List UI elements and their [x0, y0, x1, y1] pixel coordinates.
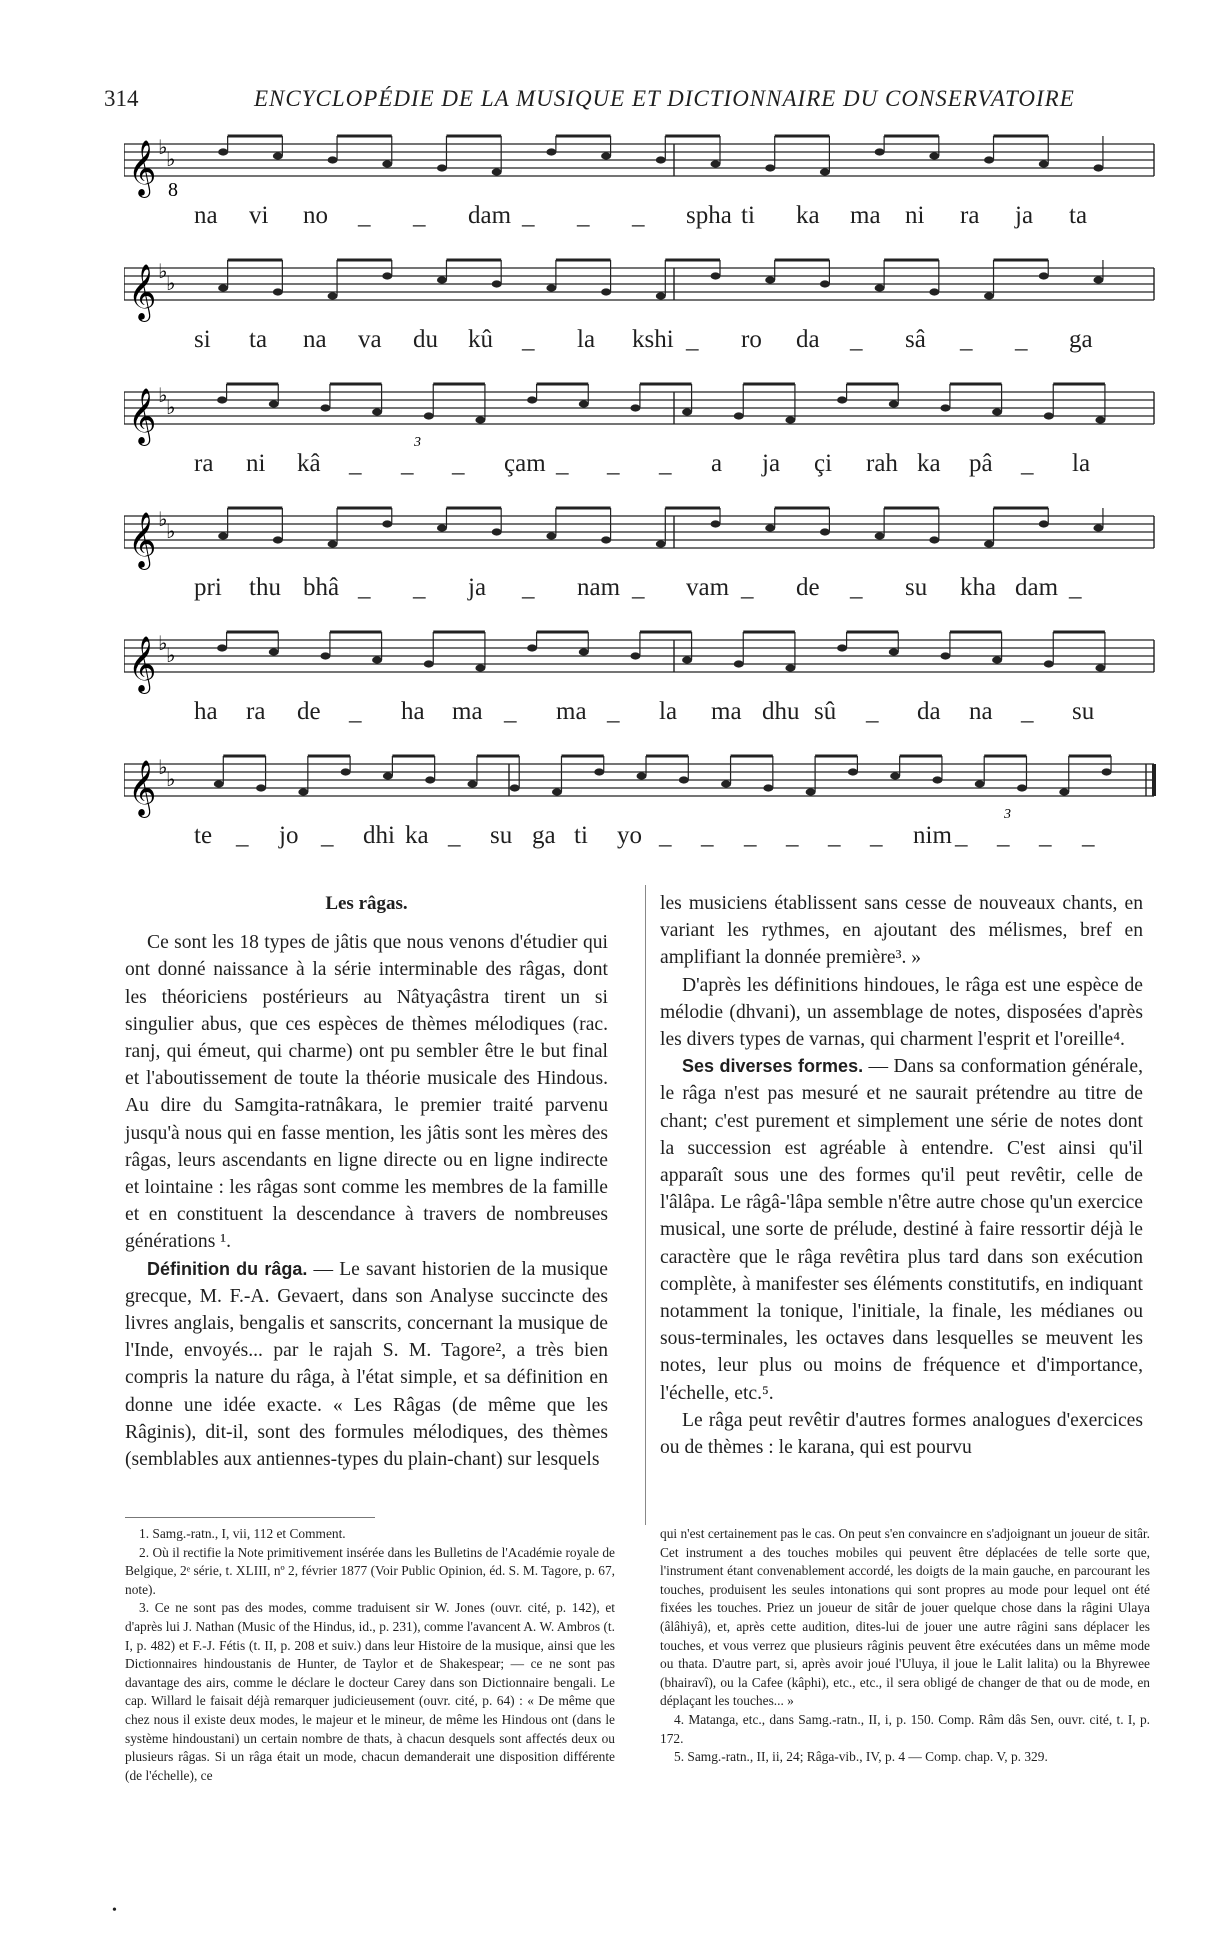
lyric-syllable: _	[850, 574, 863, 601]
lyrics-line	[194, 698, 1154, 728]
lyric-syllable: ra	[246, 698, 266, 725]
note-head	[656, 292, 666, 299]
lyric-syllable: _	[358, 574, 371, 601]
staff-system	[124, 502, 1164, 624]
lyric-syllable: bhâ	[303, 574, 340, 601]
lyric-syllable: ma	[850, 202, 881, 229]
lyric-syllable: su	[905, 574, 928, 601]
lyric-syllable: ka	[917, 450, 941, 477]
lyric-syllable: ta	[249, 326, 268, 353]
lyric-syllable: nam	[577, 574, 621, 601]
lyric-syllable: _	[850, 326, 863, 353]
lyric-syllable: _	[1021, 450, 1034, 477]
note-head	[546, 148, 556, 155]
lyric-syllable: kû	[468, 326, 493, 353]
lyric-syllable: _	[522, 326, 535, 353]
lyric-syllable: dhi	[363, 822, 395, 849]
treble-clef: 𝄞	[128, 140, 157, 196]
lyric-syllable: _	[1039, 822, 1052, 849]
note-head	[992, 408, 1002, 415]
note-head	[424, 412, 434, 419]
note-head	[890, 772, 900, 779]
lyric-syllable: _	[659, 822, 672, 849]
note-head	[875, 532, 885, 539]
footnote-5: 5. Samg.-ratn., II, ii, 24; Râga-vib., IV, p. 4 — Comp. chap. V, p. 329.	[674, 1749, 1048, 1765]
page-header	[104, 86, 1164, 114]
footnote-2: 2. Où il rectifie la Note primitivement insérée dans les Bulletins de l'Académie royale de Belgique, 2ᵉ série, t. XLIII, nº 2, février 1877 (Voir Public Opinion, éd. S. M. Tagore, p. 67, note).	[125, 1544, 615, 1597]
note-head	[630, 404, 640, 411]
footnote-rule	[125, 1517, 375, 1518]
lyric-syllable: ni	[905, 202, 925, 229]
note-head	[546, 284, 556, 291]
lyric-syllable: _	[448, 822, 461, 849]
note-head	[328, 156, 338, 163]
note-head	[467, 780, 477, 787]
flat-sign: ♭	[158, 755, 168, 779]
lyrics-line	[194, 326, 1154, 356]
lyric-syllable: dam	[468, 202, 512, 229]
lyrics-line	[194, 450, 1154, 480]
note-head	[1059, 788, 1069, 795]
lyric-syllable: _	[1021, 698, 1034, 725]
note-head	[510, 784, 520, 791]
note-head	[984, 292, 994, 299]
lyric-syllable: nim	[913, 822, 952, 849]
note-head	[552, 788, 562, 795]
note-head	[682, 656, 692, 663]
lyric-syllable: _	[358, 202, 371, 229]
paragraph: D'après les définitions hindoues, le râga est une espèce de mélodie (dhvani), un assemblage de notes, disposées d'après les divers types de varnas, qui charment l'esprit et l'oreille⁴.	[660, 974, 1143, 1051]
treble-clef: 𝄞	[128, 264, 157, 320]
lyric-syllable: ma	[452, 698, 483, 725]
lyric-syllable: ka	[796, 202, 820, 229]
lyric-syllable: va	[358, 326, 382, 353]
lyric-syllable: de	[297, 698, 321, 725]
note-head	[1017, 784, 1027, 791]
lyric-syllable: _	[686, 326, 699, 353]
note-head	[527, 396, 537, 403]
lyrics-line	[194, 574, 1154, 604]
lyric-syllable: sâ	[905, 326, 926, 353]
note-head	[848, 768, 858, 775]
staff	[124, 750, 1164, 820]
lyric-syllable: la	[1072, 450, 1091, 477]
lyric-syllable: _	[349, 450, 362, 477]
lyric-syllable: da	[796, 326, 820, 353]
note-head	[1095, 416, 1105, 423]
note-head	[218, 532, 228, 539]
note-head	[711, 272, 721, 279]
lyric-syllable: ro	[741, 326, 762, 353]
lyric-syllable: su	[1072, 698, 1095, 725]
note-head	[763, 784, 773, 791]
lyric-syllable: la	[659, 698, 678, 725]
note-head	[889, 648, 899, 655]
lyric-syllable: _	[632, 574, 645, 601]
note-head	[734, 660, 744, 667]
staff-system	[124, 254, 1164, 376]
note-head	[424, 660, 434, 667]
note-head	[341, 768, 351, 775]
note-head	[527, 644, 537, 651]
flat-sign: ♭	[158, 631, 168, 655]
lyric-syllable: _	[870, 822, 883, 849]
paragraph-text: — Le savant historien de la musique grecque, M. F.-A. Gevaert, dans son Analyse succincte des livres anglais, bengalis et sanscrits, concernant la musique de l'Inde, envoyés... par le rajah S. M. Tagore², a très bien compris la nature du râga, à l'état simple, et sa définition en donne une idée exacte. « Les Râgas (de même que les Râginis), dit-il, sont des formules mélodiques, des thèmes (semblables aux antiennes-types du plain-chant) sur lesquels	[125, 1258, 608, 1471]
note-head	[372, 656, 382, 663]
note-head	[637, 772, 647, 779]
note-head	[940, 404, 950, 411]
note-head	[320, 404, 330, 411]
lyric-syllable: rah	[866, 450, 898, 477]
lyric-syllable: na	[303, 326, 327, 353]
lyric-syllable: _	[659, 450, 672, 477]
lyric-syllable: ta	[1069, 202, 1088, 229]
note-head	[579, 648, 589, 655]
running-title: ENCYCLOPÉDIE DE LA MUSIQUE ET DICTIONNAIRE DU CONSERVATOIRE	[254, 86, 1075, 111]
section-title: Les râgas.	[325, 893, 408, 914]
lyrics-line	[194, 822, 1154, 852]
lyric-syllable: çam	[504, 450, 546, 477]
flat-sign: ♭	[166, 147, 176, 171]
note-head	[929, 536, 939, 543]
lyric-syllable: ja	[468, 574, 487, 601]
lyric-syllable: _	[955, 822, 968, 849]
lyric-syllable: _	[577, 202, 590, 229]
lyric-syllable: ra	[194, 450, 214, 477]
flat-sign: ♭	[166, 767, 176, 791]
flat-sign: ♭	[158, 135, 168, 159]
note-head	[734, 412, 744, 419]
lyric-syllable: te	[194, 822, 213, 849]
note-head	[1044, 412, 1054, 419]
paragraph: Ce sont les 18 types de jâtis que nous venons d'étudier qui ont donné naissance à la série interminable des râgas, dont les théoriciens postérieurs au Nâtyaçâstra tirent un si singulier abus, que ces espèces de thèmes mélodiques (rac. ranj, qui émeut, qui charme) ont pu sembler être le but final et l'aboutissement de toute la théorie musicale des Hindous. Au dire du Samgita-ratnâkara, le premier traité parvenu jusqu'à nous qui en fasse mention, les jâtis sont les mères des râgas, leurs ascendants en ligne directe ou en ligne indirecte et lointaine : les râgas sont comme les membres de la famille et en constituent la descendance à travers de nombreuses générations ¹.	[125, 932, 608, 1253]
lyric-syllable: _	[607, 450, 620, 477]
paragraph	[660, 1053, 1143, 1407]
lyric-syllable: vam	[686, 574, 730, 601]
staff	[124, 130, 1164, 200]
note-head	[492, 168, 502, 175]
note-head	[1102, 768, 1112, 775]
note-head	[273, 152, 283, 159]
note-head	[601, 152, 611, 159]
note-head	[217, 396, 227, 403]
note-head	[475, 664, 485, 671]
music-score	[124, 130, 1164, 870]
note-head	[630, 652, 640, 659]
note-head	[875, 284, 885, 291]
note-head	[579, 400, 589, 407]
lyric-syllable: ja	[1015, 202, 1034, 229]
note-head	[372, 408, 382, 415]
lyric-syllable: kâ	[297, 450, 321, 477]
lyric-syllable: _	[960, 326, 973, 353]
note-head	[984, 540, 994, 547]
note-head	[320, 652, 330, 659]
octave-mark: 8	[168, 179, 178, 200]
paragraph-lead: Définition du râga.	[147, 1258, 308, 1279]
flat-sign: ♭	[158, 259, 168, 283]
note-head	[656, 540, 666, 547]
flat-sign: ♭	[166, 395, 176, 419]
note-head	[546, 532, 556, 539]
lyric-syllable: sû	[814, 698, 837, 725]
lyric-syllable: jo	[279, 822, 299, 849]
lyric-syllable: ga	[532, 822, 556, 849]
note-head	[1039, 160, 1049, 167]
lyric-syllable: kha	[960, 574, 997, 601]
note-head	[601, 288, 611, 295]
lyric-syllable: no	[303, 202, 328, 229]
lyric-syllable: _	[504, 698, 517, 725]
lyric-syllable: _	[607, 698, 620, 725]
note-head	[273, 536, 283, 543]
note-head	[383, 772, 393, 779]
note-head	[492, 528, 502, 535]
lyric-syllable: si	[194, 326, 211, 353]
note-head	[765, 276, 775, 283]
lyric-syllable: ha	[401, 698, 425, 725]
note-head	[765, 524, 775, 531]
lyric-syllable: du	[413, 326, 438, 353]
triplet-mark: 3	[414, 435, 421, 448]
footnote-3: 3. Ce ne sont pas des modes, comme traduisent sir W. Jones (ouvr. cité, p. 142), et d'après lui J. Nathan (Music of the Hindus, id., p. 231), comme l'avancent A. W. Ambros (t. I, p. 482) et F.-J. Fétis (t. II, p. 208 et suiv.) dans leur Histoire de la musique, ainsi que les Dictionnaires hindoustanis de Hunter, de Taylor et de Shakespear; — ce ne sont pas davantage des airs, comme le déclare le docteur Carey dans son Dictionnaire bengali. Le cap. Willard le faisait déjà remarquer judicieusement (ouvr. cité, p. 64) : « De même que chez nous il existe deux modes, le majeur et le mineur, de même les Hindous ont (dans le système hindoustani) un certain nombre de thats, à chacun desquels sont affectés deux ou plusieurs râgas. Si un râga était un mode, chacun demanderait une disposition différente (de l'échelle), ce	[125, 1600, 615, 1783]
lyric-syllable: _	[701, 822, 714, 849]
note-head	[382, 272, 392, 279]
left-column	[125, 890, 608, 1473]
lyric-syllable: yo	[617, 822, 642, 849]
lyric-syllable: na	[969, 698, 993, 725]
lyric-syllable: _	[744, 822, 757, 849]
lyric-syllable: _	[866, 698, 879, 725]
lyric-syllable: su	[490, 822, 513, 849]
lyric-syllable: pâ	[969, 450, 993, 477]
lyric-syllable: ti	[574, 822, 588, 849]
lyric-syllable: çi	[814, 450, 833, 477]
note-head	[679, 776, 689, 783]
lyric-syllable: ha	[194, 698, 218, 725]
treble-clef: 𝄞	[128, 636, 157, 692]
lyric-syllable: dhu	[762, 698, 800, 725]
lyric-syllable: ma	[711, 698, 742, 725]
column-divider	[645, 885, 646, 1525]
note-head	[256, 784, 266, 791]
lyric-syllable: thu	[249, 574, 281, 601]
lyric-syllable: _	[1015, 326, 1028, 353]
note-head	[214, 780, 224, 787]
note-head	[711, 160, 721, 167]
note-head	[1044, 660, 1054, 667]
lyric-syllable: ti	[741, 202, 755, 229]
lyric-syllable: _	[1069, 574, 1082, 601]
note-head	[975, 780, 985, 787]
lyric-syllable: _	[452, 450, 465, 477]
paragraph: Le râga peut revêtir d'autres formes analogues d'exercices ou de thèmes : le karana, qui est pourvu	[660, 1409, 1143, 1459]
note-head	[765, 164, 775, 171]
note-head	[298, 788, 308, 795]
lyric-syllable: _	[1082, 822, 1095, 849]
note-head	[425, 776, 435, 783]
note-head	[984, 156, 994, 163]
note-head	[711, 520, 721, 527]
lyric-syllable: ja	[762, 450, 781, 477]
note-head	[437, 164, 447, 171]
lyric-syllable: _	[413, 202, 426, 229]
right-column	[660, 890, 1143, 1461]
footnotes-left	[125, 1525, 615, 1785]
footnote-3-continued: qui n'est certainement pas le cas. On peut s'en convaincre en s'adjoignant un joueur de sitâr. Cet instrument a des touches mobiles qui peuvent être déplacées de telle sorte que, l'instrument étant convenablement accordé, les doigts de la main gauche, en parcourant les touches, produisent les seules intonations qui sont propres au mode pour lequel ont été fixées les touches. Priez un joueur de sitâr de jouer quelque chose dans la râgini Ulaya (âlâhiyâ), et, après cette audition, dites-lui de jouer une autre râgini sans déplacer les touches, et vous verrez que plusieurs râginis peuvent être exécutées dans un même mode ou thata. D'autre part, si, après avoir joué l'Uluya, il joue le Lalit lalita) ou la Bhyrewee (bhairavî), ou la Cafee (kâphi), etc., etc., il sera obligé de changer de that ou de mode, en déplaçant les touches... »	[660, 1526, 1150, 1709]
note-head	[601, 536, 611, 543]
lyric-syllable: _	[321, 822, 334, 849]
note-head	[889, 400, 899, 407]
lyric-syllable: _	[632, 202, 645, 229]
lyric-syllable: pri	[194, 574, 222, 601]
note-head	[837, 396, 847, 403]
note-head	[785, 416, 795, 423]
note-head	[656, 156, 666, 163]
footnote-1: 1. Samg.-ratn., I, vii, 112 et Comment.	[139, 1526, 346, 1541]
note-head	[1095, 664, 1105, 671]
lyric-syllable: _	[556, 450, 569, 477]
paragraph-text: — Dans sa conformation générale, le râga n'est pas mesuré et ne saurait prétendre au titre de chant; c'est purement et simplement une série de notes dont la succession est agréable à entendre. C'est ainsi qu'il apparaît sous une des formes qu'il peut revêtir, celle de l'âlâpa. Le râgâ-'lâpa semble n'être autre chose qu'un exercice musical, une sorte de prélude, destiné à faire ressortir déjà le caractère que le râga revêtira plus tard dans son exécution complète, à manifester ses éléments constitutifs, en indiquant notamment la tonique, l'initiale, la finale, les médianes ou sous-terminales, les octaves dans lesquelles se meuvent les notes, leur plus ou moins de fréquence et d'importance, l'échelle, etc.⁵.	[660, 1056, 1144, 1404]
paragraph-lead: Ses diverses formes.	[682, 1056, 864, 1077]
staff	[124, 502, 1164, 572]
note-head	[1093, 524, 1103, 531]
lyric-syllable: _	[786, 822, 799, 849]
note-head	[929, 152, 939, 159]
note-head	[218, 148, 228, 155]
lyric-syllable: ma	[556, 698, 587, 725]
page-number: 314	[104, 86, 139, 111]
note-head	[820, 280, 830, 287]
lyric-syllable: _	[997, 822, 1010, 849]
lyric-syllable: ni	[246, 450, 266, 477]
staff	[124, 626, 1164, 696]
flat-sign: ♭	[158, 507, 168, 531]
lyric-syllable: _	[828, 822, 841, 849]
treble-clef: 𝄞	[128, 388, 157, 444]
note-head	[328, 540, 338, 547]
lyric-syllable: ka	[405, 822, 429, 849]
note-head	[382, 520, 392, 527]
note-head	[785, 664, 795, 671]
lyric-syllable: _	[401, 450, 414, 477]
flat-sign: ♭	[166, 643, 176, 667]
treble-clef: 𝄞	[128, 512, 157, 568]
note-head	[269, 400, 279, 407]
lyric-syllable: _	[349, 698, 362, 725]
lyric-syllable: spha	[686, 202, 732, 229]
lyric-syllable: de	[796, 574, 820, 601]
treble-clef: 𝄞	[128, 760, 157, 816]
note-head	[437, 276, 447, 283]
note-head	[929, 288, 939, 295]
note-head	[218, 284, 228, 291]
lyric-syllable: _	[236, 822, 249, 849]
note-head	[1039, 272, 1049, 279]
lyric-syllable: dam	[1015, 574, 1059, 601]
footnote-4: 4. Matanga, etc., dans Samg.-ratn., II, i, p. 150. Comp. Râm dâs Sen, ouvr. cité, t. I, p. 172.	[660, 1711, 1150, 1746]
lyric-syllable: ga	[1069, 326, 1093, 353]
note-head	[382, 160, 392, 167]
note-head	[820, 168, 830, 175]
note-head	[806, 788, 816, 795]
note-head	[932, 776, 942, 783]
staff	[124, 254, 1164, 324]
note-head	[820, 528, 830, 535]
note-head	[1093, 276, 1103, 283]
margin-mark: •	[112, 1903, 117, 1918]
note-head	[217, 644, 227, 651]
lyric-syllable: na	[194, 202, 218, 229]
note-head	[992, 656, 1002, 663]
note-head	[721, 780, 731, 787]
flat-sign: ♭	[166, 519, 176, 543]
staff-system	[124, 626, 1164, 748]
paragraph	[125, 1256, 608, 1474]
lyrics-line	[194, 202, 1154, 232]
staff-system	[124, 750, 1164, 872]
staff-system	[124, 378, 1164, 500]
lyric-syllable: _	[522, 574, 535, 601]
staff-system	[124, 130, 1164, 252]
note-head	[269, 648, 279, 655]
note-head	[273, 288, 283, 295]
paragraph: les musiciens établissent sans cesse de nouveaux chants, en variant les rythmes, en ajoutant des mélismes, bref en amplifiant la donnée première³. »	[660, 893, 1143, 969]
lyric-syllable: kshi	[632, 326, 674, 353]
note-head	[328, 292, 338, 299]
flat-sign: ♭	[166, 271, 176, 295]
note-head	[594, 768, 604, 775]
lyric-syllable: _	[741, 574, 754, 601]
note-head	[437, 524, 447, 531]
triplet-mark: 3	[1004, 807, 1011, 820]
note-head	[837, 644, 847, 651]
note-head	[492, 280, 502, 287]
lyric-syllable: la	[577, 326, 596, 353]
note-head	[475, 416, 485, 423]
note-head	[940, 652, 950, 659]
note-head	[1093, 164, 1103, 171]
lyric-syllable: _	[413, 574, 426, 601]
note-head	[875, 148, 885, 155]
footnotes-right	[660, 1525, 1150, 1767]
lyric-syllable: ra	[960, 202, 980, 229]
staff	[124, 378, 1164, 448]
note-head	[682, 408, 692, 415]
note-head	[1039, 520, 1049, 527]
lyric-syllable: a	[711, 450, 723, 477]
lyric-syllable: da	[917, 698, 941, 725]
lyric-syllable: _	[522, 202, 535, 229]
lyric-syllable: vi	[249, 202, 269, 229]
flat-sign: ♭	[158, 383, 168, 407]
